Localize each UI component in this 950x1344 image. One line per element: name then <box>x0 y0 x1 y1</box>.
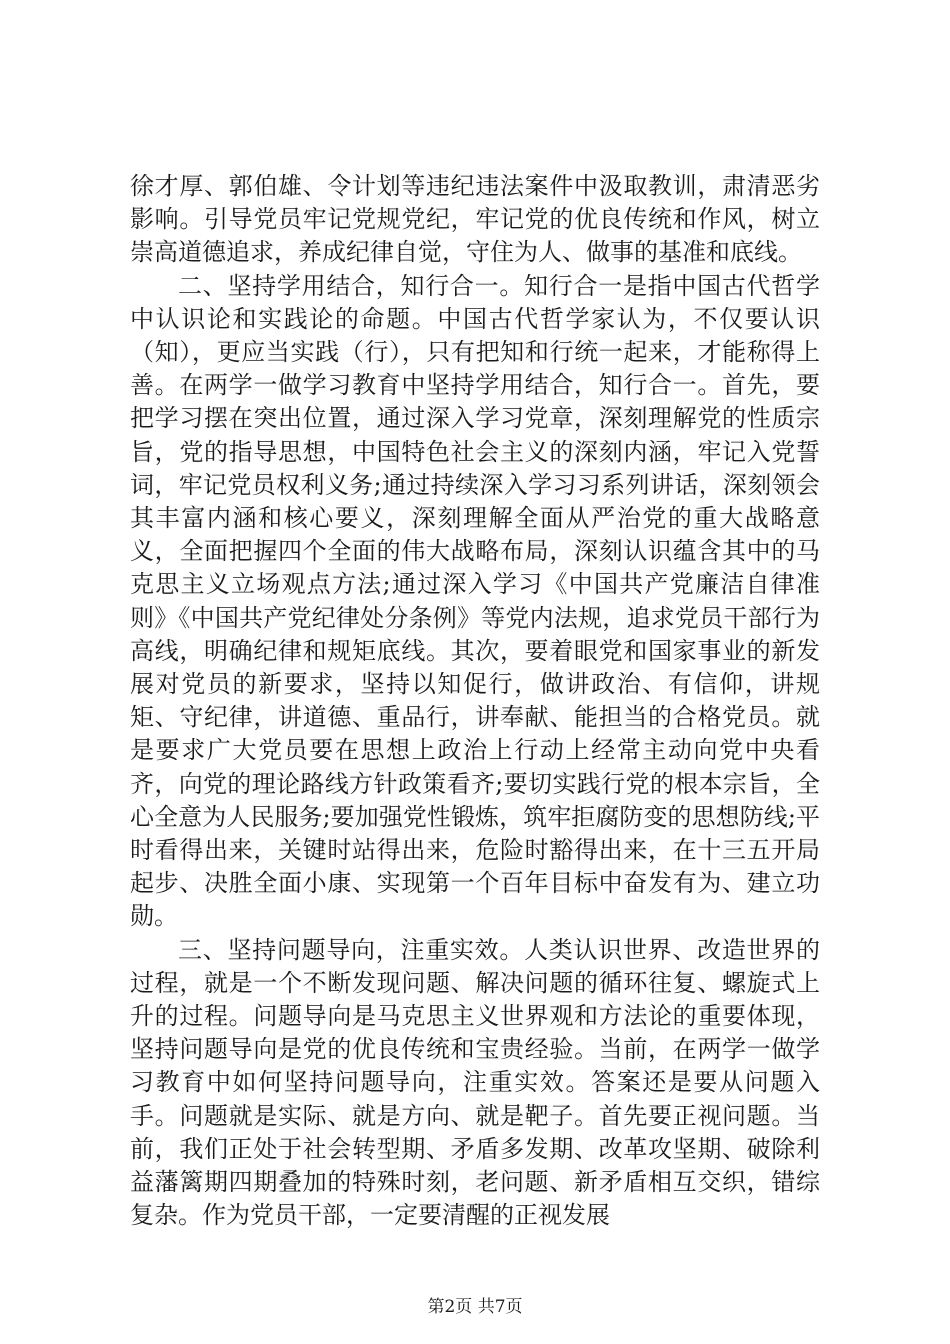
paragraph-continuation: 徐才厚、郭伯雄、令计划等违纪违法案件中汲取教训，肃清恶劣影响。引导党员牢记党规党纪，牢记党的优良传统和作风，树立崇高道德追求，养成纪律自觉，守住为人、做事的基准和底线。 <box>130 172 820 267</box>
body-text <box>130 170 820 1233</box>
page-number-footer: 第2页 共7页 <box>427 1297 523 1317</box>
paragraph-section-two: 二、坚持学用结合，知行合一。知行合一是指中国古代哲学中认识论和实践论的命题。中国古代哲学家认为，不仅要认识（知），更应当实践（行），只有把知和行统一起来，才能称得上善。在两学一做学习教育中坚持学用结合，知行合一。首先，要把学习摆在突出位置，通过深入学习党章，深刻理解党的性质宗旨，党的指导思想，中国特色社会主义的深刻内涵，牢记入党誓词，牢记党员权利义务;通过持续深入学习习系列讲话，深刻领会其丰富内涵和核心要义，深刻理解全面从严治党的重大战略意义，全面把握四个全面的伟大战略布局，深刻认识蕴含其中的马克思主义立场观点方法;通过深入学习《中国共产党廉洁自律准则》《中国共产党纪律处分条例》等党内法规，追求党员干部行为高线，明确纪律和规矩底线。其次，要着眼党和国家事业的新发展对党员的新要求，坚持以知促行，做讲政治、有信仰，讲规矩、守纪律，讲道德、重品行，讲奉献、能担当的合格党员。就是要求广大党员要在思想上政治上行动上经常主动向党中央看齐，向党的理论路线方针政策看齐;要切实践行党的根本宗旨，全心全意为人民服务;要加强党性锻炼，筑牢拒腐防变的思想防线;平时看得出来，关键时站得出来，危险时豁得出来，在十三五开局起步、决胜全面小康、实现第一个百年目标中奋发有为、建立功勋。 <box>130 271 820 931</box>
paragraph-section-three: 三、坚持问题导向，注重实效。人类认识世界、改造世界的过程，就是一个不断发现问题、解决问题的循环往复、螺旋式上升的过程。问题导向是马克思主义世界观和方法论的重要体现，坚持问题导向是党的优良传统和宝贵经验。当前，在两学一做学习教育中如何坚持问题导向，注重实效。答案还是要从问题入手。问题就是实际、就是方向、就是靶子。首先要正视问题。当前，我们正处于社会转型期、矛盾多发期、改革攻坚期、破除利益藩篱期四期叠加的特殊时刻，老问题、新矛盾相互交织，错综复杂。作为党员干部，一定要清醒的正视发展 <box>130 935 820 1230</box>
